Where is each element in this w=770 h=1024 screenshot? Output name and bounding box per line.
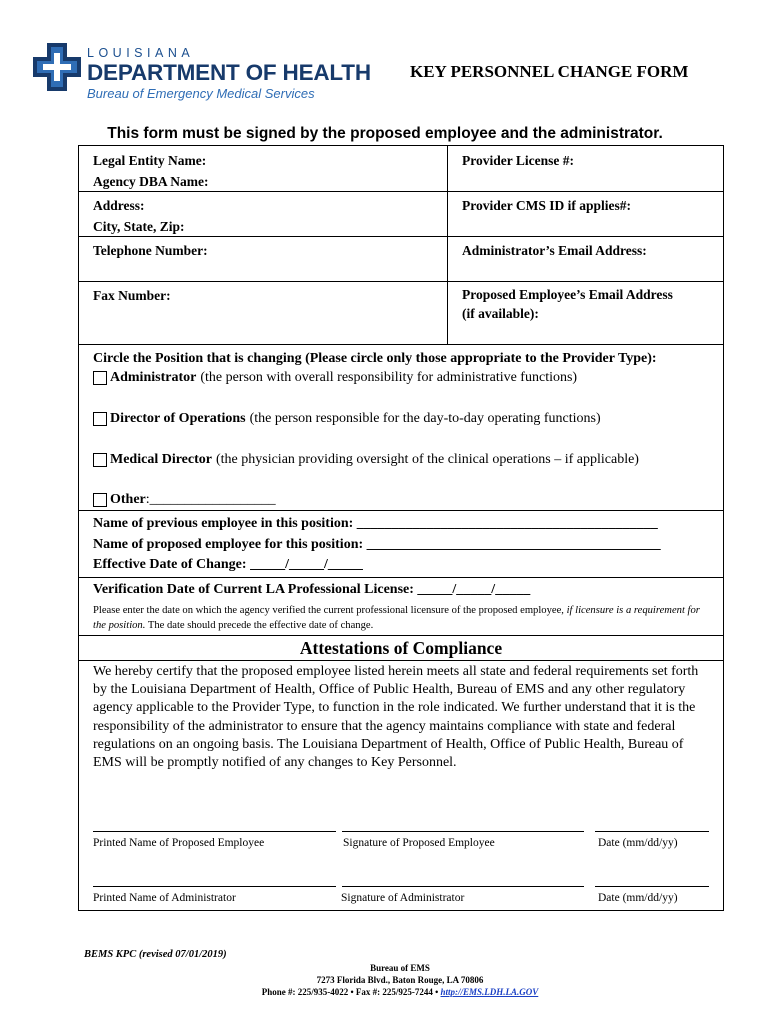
verification-note-text: Please enter the date on which the agency verified the current professional licensure of the proposed employee, (93, 605, 567, 616)
position-option-director-of-operations[interactable] (93, 411, 601, 427)
date-employee-line[interactable] (595, 831, 709, 832)
legal-entity-field[interactable] (79, 146, 447, 191)
fax-label: Fax Number: (93, 288, 171, 303)
provider-cms-label: Provider CMS ID if applies#: (462, 198, 632, 213)
ldh-logo (33, 43, 373, 105)
provider-cms-field[interactable] (447, 191, 723, 236)
footer-org: Bureau of EMS (370, 963, 430, 973)
revision-note: BEMS KPC (revised 07/01/2019) (84, 949, 227, 960)
city-state-zip-label: City, State, Zip: (93, 219, 185, 234)
signature-employee-label: Signature of Proposed Employee (343, 837, 495, 849)
louisiana-cross-logo-icon (33, 43, 81, 91)
position-option-administrator[interactable] (93, 370, 577, 386)
footer-contact (0, 986, 770, 998)
option-description: (the person responsible for the day-to-day operating functions) (249, 411, 601, 426)
footer-phone-fax: Phone #: 225/935-4022 • Fax #: 225/925-7244 • (261, 987, 441, 997)
verification-note-italic: if licensure is a requirement for the position. (93, 605, 700, 631)
position-option-medical-director[interactable] (93, 452, 639, 468)
attestation-text: We hereby certify that the proposed employee listed herein meets all state and federal requirements set forth by the Louisiana Department of Health, Office of Public Health, Bureau of EMS and any other regulatory agency applicable to the Provider Type, to function in the role indicated. We further understand that it is the responsibility of the administrator to ensure that the agency maintains compliance with state and federal regulations on an ongoing basis. The Louisiana Department of Health, Office of Public Health, Bureau of EMS will be promptly notified of any changes to Key Personnel. (93, 664, 699, 771)
proposed-email-field[interactable] (447, 281, 723, 344)
logo-state: LOUISIANA (87, 46, 195, 60)
checkbox-icon[interactable] (93, 412, 107, 426)
option-other-blank: :__________________ (145, 492, 276, 507)
position-section (78, 344, 724, 511)
employee-names-section (78, 510, 724, 578)
date-employee-label: Date (mm/dd/yy) (598, 837, 678, 849)
checkbox-icon[interactable] (93, 493, 107, 507)
proposed-email-label: Proposed Employee’s Email Address (462, 287, 673, 302)
website-link[interactable]: http://EMS.LDH.LA.GOV (440, 987, 539, 997)
printed-employee-label: Printed Name of Proposed Employee (93, 837, 265, 849)
address-field[interactable] (79, 191, 447, 236)
footer-address: 7273 Florida Blvd., Baton Rouge, LA 70806 (316, 975, 484, 985)
printed-admin-line[interactable] (93, 886, 336, 887)
previous-employee-field[interactable]: Name of previous employee in this position: ___________________________________________ (93, 516, 658, 531)
position-instruction: Circle the Position that is changing (Please circle only those appropriate to the Provider Type): (93, 351, 657, 366)
date-admin-line[interactable] (595, 886, 709, 887)
verification-note-end: The date should precede the effective date of change. (145, 620, 374, 631)
license-verification-section (78, 577, 724, 636)
proposed-email-note: (if available): (462, 306, 539, 321)
effective-date-field[interactable]: Effective Date of Change: _____/_____/_____ (93, 557, 363, 572)
option-label: Other (110, 492, 146, 507)
form-title: KEY PERSONNEL CHANGE FORM (410, 62, 689, 81)
option-label: Medical Director (110, 452, 212, 467)
printed-employee-line[interactable] (93, 831, 336, 832)
telephone-label: Telephone Number: (93, 243, 208, 258)
signature-admin-label: Signature of Administrator (341, 892, 465, 904)
entity-info-grid (78, 145, 724, 345)
legal-entity-label: Legal Entity Name: (93, 153, 207, 168)
admin-email-field[interactable] (447, 236, 723, 281)
checkbox-icon[interactable] (93, 453, 107, 467)
telephone-field[interactable] (79, 236, 447, 281)
provider-license-label: Provider License #: (462, 153, 574, 168)
signature-employee-line[interactable] (342, 831, 584, 832)
option-description: (the physician providing oversight of the clinical operations – if applicable) (215, 452, 639, 467)
agency-dba-label: Agency DBA Name: (93, 174, 209, 189)
attestation-section (78, 635, 724, 911)
proposed-employee-field[interactable]: Name of proposed employee for this position: __________________________________________ (93, 537, 661, 552)
provider-license-field[interactable] (447, 146, 723, 191)
date-admin-label: Date (mm/dd/yy) (598, 892, 678, 904)
admin-email-label: Administrator’s Email Address: (462, 243, 647, 258)
signing-instruction: This form must be signed by the proposed employee and the administrator. (107, 125, 663, 142)
signature-admin-line[interactable] (342, 886, 584, 887)
option-label: Administrator (110, 370, 197, 385)
option-description: (the person with overall responsibility for administrative functions) (200, 370, 578, 385)
verification-date-field[interactable]: Verification Date of Current LA Professional License: _____/_____/_____ (93, 582, 531, 597)
position-option-other[interactable] (93, 492, 276, 508)
logo-department: DEPARTMENT OF HEALTH (87, 60, 371, 85)
option-label: Director of Operations (110, 411, 246, 426)
logo-bureau: Bureau of Emergency Medical Services (87, 86, 315, 101)
verification-note (93, 603, 713, 633)
fax-field[interactable] (79, 281, 447, 344)
attestation-title: Attestations of Compliance (79, 636, 723, 661)
checkbox-icon[interactable] (93, 371, 107, 385)
address-label: Address: (93, 198, 145, 213)
printed-admin-label: Printed Name of Administrator (93, 892, 236, 904)
